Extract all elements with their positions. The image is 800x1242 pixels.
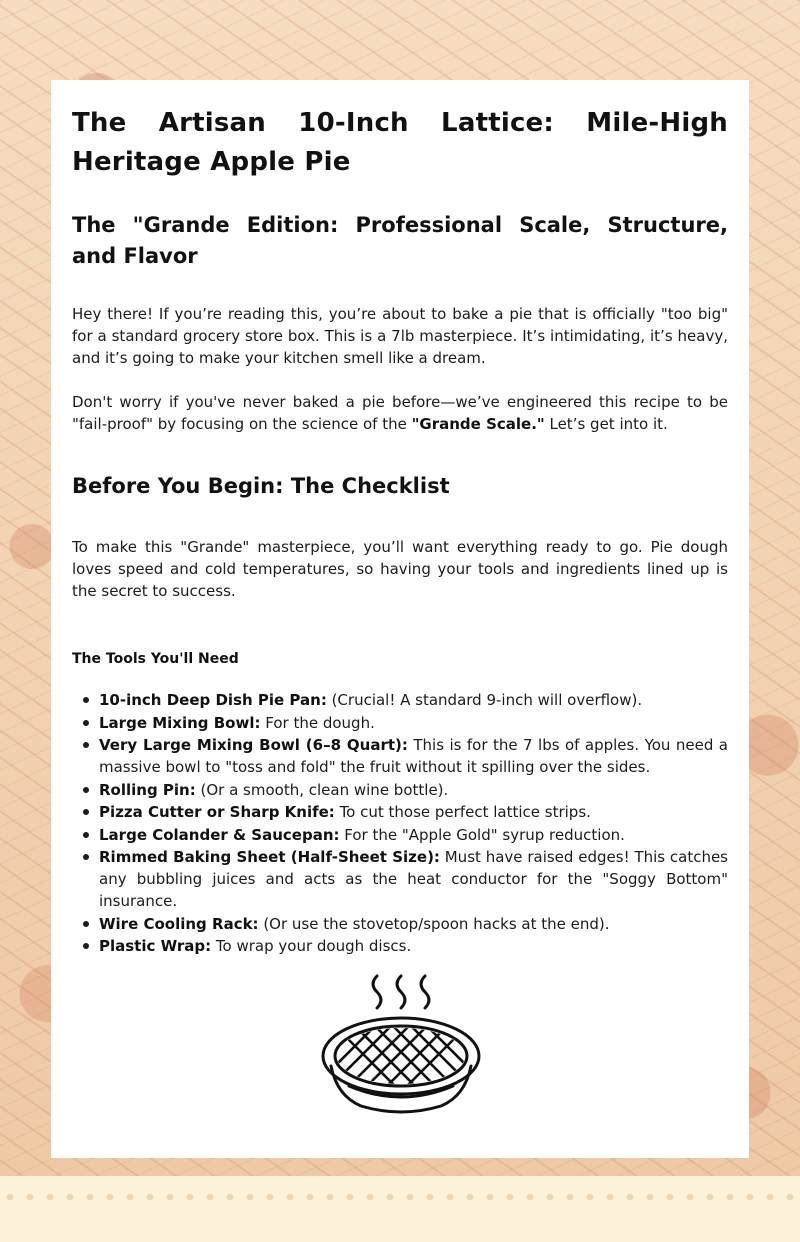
tool-description: Must have raised edges! This catches any bubbling juices and acts as the heat conductor for the "Soggy Bottom" insurance. xyxy=(99,848,728,910)
tool-name: Rimmed Baking Sheet (Half-Sheet Size): xyxy=(99,848,440,866)
list-item xyxy=(99,913,728,935)
tool-name: Large Colander & Saucepan: xyxy=(99,825,340,844)
tool-name: Large Mixing Bowl: xyxy=(99,713,261,732)
tool-description: (Crucial! A standard 9-inch will overflow). xyxy=(326,691,643,709)
tool-name: 10-inch Deep Dish Pie Pan: xyxy=(99,691,327,709)
tool-description: To wrap your dough discs. xyxy=(211,937,412,955)
list-item xyxy=(99,935,728,957)
tools-heading: The Tools You'll Need xyxy=(72,651,239,667)
tool-description: (Or use the stovetop/spoon hacks at the end). xyxy=(258,914,610,933)
page-subtitle: The "Grande Edition: Professional Scale, Structure, and Flavor xyxy=(72,213,728,268)
tool-name: Rolling Pin: xyxy=(99,780,196,799)
recipe-card xyxy=(51,80,749,1158)
tools-list xyxy=(72,689,728,957)
list-item xyxy=(99,824,728,846)
intro-paragraph-1: Hey there! If you’re reading this, you’re about to bake a pie that is officially "too big" for a standard grocery store box. This is a 7lb masterpiece. It’s intimidating, it’s heavy, and it’s going to make your kitchen smell like a dream. xyxy=(72,305,728,367)
tool-description: For the dough. xyxy=(260,713,375,732)
footer-lace-dots xyxy=(0,1190,800,1204)
tool-name: Plastic Wrap: xyxy=(99,937,212,955)
tool-name: Very Large Mixing Bowl (6–8 Quart): xyxy=(99,736,408,754)
intro-text-before: Don't worry if you've never baked a pie before—we’ve engineered this recipe to be "fail-proof" by focusing on the science of the xyxy=(72,393,728,433)
list-item xyxy=(99,779,728,801)
tool-description: For the "Apple Gold" syrup reduction. xyxy=(339,825,625,844)
tool-name: Pizza Cutter or Sharp Knife: xyxy=(99,803,335,821)
intro-text-after: Let’s get into it. xyxy=(544,415,668,433)
checklist-paragraph: To make this "Grande" masterpiece, you’ll want everything ready to go. Pie dough loves speed and cold temperatures, so having your tools and ingredients lined up is the secret to success. xyxy=(72,538,728,600)
tool-name: Wire Cooling Rack: xyxy=(99,914,259,933)
lattice-pie-icon xyxy=(319,970,483,1115)
checklist-heading: Before You Begin: The Checklist xyxy=(72,474,450,498)
tool-description: To cut those perfect lattice strips. xyxy=(334,803,591,821)
list-item xyxy=(99,734,728,778)
intro-emphasis: "Grande Scale." xyxy=(411,415,545,433)
tool-description: This is for the 7 lbs of apples. You need a massive bowl to "toss and fold" the fruit without it spilling over the sides. xyxy=(99,736,729,776)
page-title: The Artisan 10-Inch Lattice: Mile-High Heritage Apple Pie xyxy=(72,108,728,177)
list-item xyxy=(99,689,728,711)
list-item xyxy=(99,846,728,912)
intro-paragraph-2 xyxy=(72,391,728,435)
list-item xyxy=(99,801,728,823)
list-item xyxy=(99,712,728,734)
tool-description: (Or a smooth, clean wine bottle). xyxy=(195,780,449,799)
